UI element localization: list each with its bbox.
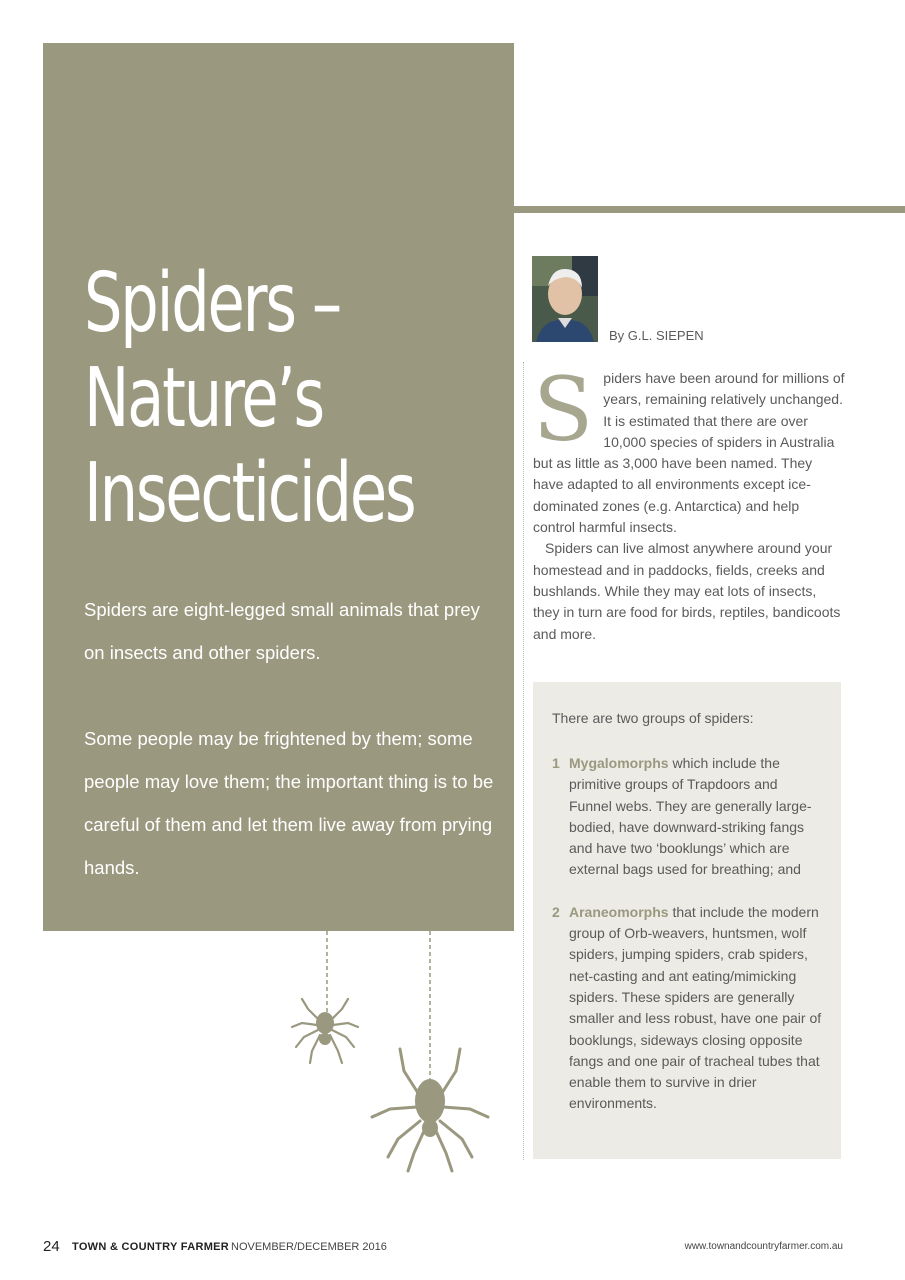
group-term: Mygalomorphs — [569, 755, 669, 771]
author-byline: By G.L. SIEPEN — [609, 328, 704, 343]
list-item — [552, 902, 822, 1115]
article-paragraph-1-text: piders have been around for millions of years, remaining relatively unchanged. It is estimated that there are over 10,000 species of spiders in Australia but as little as 3,000 have been named. They have adapted to all environments except ice-dominated zones (e.g. Antarctica) and help control harmful insects. — [533, 370, 845, 536]
article-body — [533, 358, 845, 645]
group-description: which include the primitive groups of Trapdoors and Funnel webs. They are generally large-bodied, have downward-striking fangs and have two ‘booklungs’ which are external bags used for breathing; and — [569, 755, 812, 878]
drop-cap: S — [533, 358, 594, 461]
list-number: 1 — [552, 755, 560, 771]
title-line-2: Nature’s — [84, 351, 323, 446]
page-title — [84, 256, 414, 541]
page-footer — [43, 1238, 843, 1258]
top-rule-divider — [514, 206, 905, 213]
spider-groups-list — [552, 753, 822, 1136]
small-spider-icon — [292, 999, 358, 1063]
article-paragraph-1 — [533, 358, 845, 538]
page-number: 24 — [43, 1238, 60, 1255]
sidebar-box — [533, 682, 841, 1159]
group-term: Araneomorphs — [569, 903, 669, 920]
hero-intro — [84, 588, 504, 932]
spider-illustration — [280, 931, 500, 1181]
hero-panel — [43, 43, 514, 931]
issue-date: NOVEMBER/DECEMBER 2016 — [231, 1241, 387, 1253]
publication-name: TOWN & COUNTRY FARMER — [72, 1241, 230, 1253]
sidebar-intro: There are two groups of spiders: — [552, 710, 754, 726]
column-dotted-divider — [523, 362, 524, 1160]
title-line-3: Insecticides — [84, 446, 415, 541]
title-line-1: Spiders – — [84, 256, 340, 351]
list-item — [552, 753, 822, 881]
intro-paragraph-1: Spiders are eight-legged small animals that prey on insects and other spiders. — [84, 599, 480, 663]
author-photo — [532, 256, 598, 342]
article-paragraph-2: Spiders can live almost anywhere around your homestead and in paddocks, fields, creeks and bushlands. While they may eat lots of insects, they in turn are food for birds, reptiles, bandicoots and more. — [533, 540, 841, 642]
intro-paragraph-2: Some people may be frightened by them; some people may love them; the important thing is to be careful of them and let them live away from prying hands. — [84, 728, 494, 878]
list-number: 2 — [552, 903, 560, 920]
group-description: that include the modern group of Orb-weavers, huntsmen, wolf spiders, jumping spiders, crab spiders, net-casting and ant eating/mimicking spiders. These spiders are generally smaller and less robust, have one pair of booklungs, sideways closing opposite fangs and one pair of tracheal tubes that enable them to survive in drier environments. — [569, 903, 822, 1112]
website-link[interactable]: www.townandcountryfarmer.com.au — [684, 1241, 843, 1252]
